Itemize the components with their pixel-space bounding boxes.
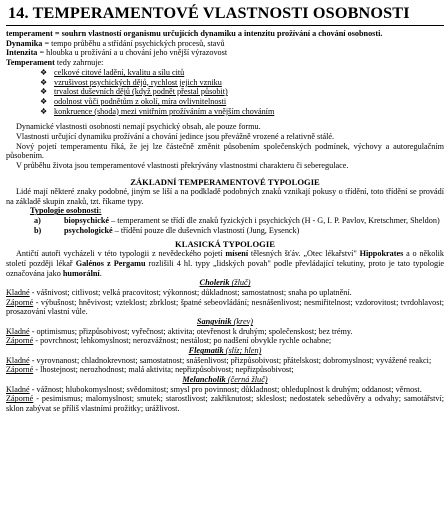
temperament-name: Flegmatik — [188, 346, 224, 356]
diamond-bullet-icon: ❖ — [40, 77, 48, 87]
paragraph: Vlastnosti určující dynamiku prožívání a chování jedince jsou převážně vrozené a relativně stálé. — [16, 132, 335, 142]
list-item — [40, 78, 444, 88]
list-item — [34, 226, 444, 236]
typologie-label-text: Typologie osobnosti: — [30, 206, 102, 216]
list-item-text: trvalost duševních dějů (když podnět přestal působit) — [54, 87, 228, 97]
negative-traits — [6, 394, 444, 413]
typology-list — [34, 216, 444, 235]
list-item-text: odolnost vůči podnětům z okolí, míra ovlivnitelnosti — [54, 96, 227, 106]
list-item — [40, 107, 444, 117]
intenzita-term: Intenzita — [6, 48, 38, 58]
trait-label: Kladné — [6, 355, 30, 365]
list-marker: a) — [34, 215, 41, 225]
intenzita-definition — [6, 48, 444, 58]
dynamika-term: Dynamika — [6, 38, 43, 48]
trait-text: - pesimismus; malomyslnost; smutek; starostlivost; zakřiknutost; skleslost; nedostatek sebedůvěry a odvahy; samotářství; sklon zabývat se příliš vlastními prožitky; urážlivost. — [6, 394, 444, 414]
temperament-heading — [6, 278, 444, 288]
positive-traits — [6, 356, 444, 366]
title-rule — [6, 25, 444, 26]
trait-text: - lhostejnost; nerozhodnost; malá aktivita; nepřizpůsobivost; nepřizpůsobivost; — [33, 365, 294, 375]
text-run: humorální — [62, 268, 100, 278]
text-run: a o několik století později lékař — [6, 249, 444, 269]
temperament-def: = souhrn vlastností organismu určujících dynamiku a intenzitu prožívání a chování osobnosti. — [52, 29, 383, 38]
temperament-name: Sangvinik — [196, 317, 232, 327]
negative-traits — [6, 298, 444, 317]
zahrnuje-rest: tedy zahrnuje: — [54, 58, 104, 68]
temperament-heading — [6, 317, 444, 327]
diamond-bullet-icon: ❖ — [40, 96, 48, 106]
list-item-text: vzrušivost psychických dějů, rychlost jejich vzniku — [54, 77, 222, 87]
temperament-name: Melancholik — [182, 375, 226, 385]
text-run: rozlišili 4 hl. typy „lidských povah" podle převládající tekutiny, proto je tato typologie označována jako — [6, 259, 444, 278]
type-name: psychologické — [64, 225, 113, 235]
dynamika-definition — [6, 39, 444, 49]
trait-text: - vyrovnanost; chladnokrevnost; samostatnost; snášenlivost; přizpůsobivost; přátelskost; dobromyslnost; vyvážené reakci; — [29, 355, 432, 365]
temperament-includes — [6, 58, 444, 68]
temperament-heading — [6, 346, 444, 356]
temperament-name: Cholerik — [199, 278, 230, 288]
document-page — [0, 4, 448, 527]
text-run: Galénos z Pergamu — [75, 259, 146, 269]
list-item — [34, 216, 444, 226]
negative-traits — [6, 336, 444, 346]
list-item-text: celkové citové ladění, kvalitu a sílu citů — [54, 67, 185, 77]
diamond-bullet-icon: ❖ — [40, 87, 48, 97]
positive-traits — [6, 288, 444, 298]
section-text: Lidé mají některé znaky podobné, jiným se liší a na podkladě podobných znaků vznikají pokusy o třídění, toto třídění se provádí na základě skupin znaků, tzt. říkame typy. — [6, 186, 444, 206]
temperament-heading — [6, 375, 444, 385]
paragraph: Nový pojetí temperamentu říká, že jej lze částečně změnit působením společenských podmínek, výchovy a autoregulačním působením. — [6, 141, 444, 161]
diamond-bullet-icon: ❖ — [40, 106, 48, 116]
list-item-text: konkruence (shoda) mezi vnitřním prožíváním a vnějším chováním — [54, 106, 275, 116]
temperament-term: temperament — [6, 29, 53, 38]
trait-text: - povrchnost; lehkomyslnost; nerozvážnost; nestálost; po nadšení obvykle rychle ochabne; — [33, 336, 332, 346]
temperament-fluid: (krev) — [231, 317, 254, 327]
diamond-bullet-icon: ❖ — [40, 67, 48, 77]
text-run: mísení — [225, 249, 249, 259]
typologie-label — [30, 206, 444, 216]
positive-traits — [6, 385, 444, 395]
paragraph: Dynamické vlastnosti osobnosti nemají psychický obsah, ale pouze formu. — [16, 122, 261, 132]
list-marker: b) — [34, 225, 42, 235]
text-run: tělesných šťáv. „Otec lékařství" — [248, 249, 360, 259]
text-run: Antičtí autoři vycházeli v této typologii z nevědeckého pojetí — [16, 249, 226, 259]
list-item — [40, 97, 444, 107]
trait-text: - vážnost; hlubokomyslnost; svědomitost; smysl pro povinnost; důkladnost; ohleduplnost k druhým; oddanost; věrnost. — [29, 384, 422, 394]
trait-label: Záporné — [6, 394, 34, 404]
zahrnuje-term: Temperament — [6, 58, 55, 68]
type-desc: – třídění pouze dle duševních vlastností (Jung, Eysenck) — [112, 225, 300, 235]
temperament-fluid: (černá žluč) — [225, 375, 268, 385]
page-title: 14. TEMPERAMENTOVÉ VLASTNOSTI OSOBNOSTI — [8, 4, 410, 22]
negative-traits — [6, 365, 444, 375]
trait-text: - vášnivost; citlivost; velká pracovitost; výkonnost; důkladnost; samostatnost; snaha po uplatnění. — [29, 288, 352, 298]
trait-label: Záporné — [6, 297, 34, 307]
trait-label: Kladné — [6, 288, 30, 298]
list-item — [40, 87, 444, 97]
trait-label: Kladné — [6, 326, 30, 336]
list-item — [40, 68, 444, 78]
type-name: biopsychické — [64, 215, 110, 225]
text-run: . — [99, 268, 102, 278]
section-heading: ZÁKLADNÍ TEMPERAMENTOVÉ TYPOLOGIE — [130, 176, 320, 187]
positive-traits — [6, 327, 444, 337]
temperament-fluid: (slíz; hlen) — [223, 346, 262, 356]
section-text — [6, 249, 444, 278]
type-desc: – temperament se třídí dle znaků fyzických i psychických (H - G, I. P. Pavlov, Kretschmer, Sheldon) — [109, 215, 440, 225]
intenzita-def: = hloubka u prožívání a u chování jeho vnější výrazovost — [37, 48, 228, 58]
trait-text: - výbušnost; hněvivost; vzteklost; zbrklost; špatné sebeovládání; nesnášenlivost; nesmiřitelnost; vzdorovitost; tvrdohlavost; prosazování vlastní vůle. — [6, 297, 444, 317]
dynamika-def: = tempo průběhu a střídání psychických procesů, stavů — [42, 38, 225, 48]
temperament-definition — [6, 29, 444, 39]
temperament-fluid: (žluč) — [229, 278, 251, 288]
trait-label: Záporné — [6, 336, 34, 346]
trait-label: Kladné — [6, 384, 30, 394]
paragraph: V průběhu života jsou temperamentové vlastnosti překrývány vlastnostmi charakteru či seberegulace. — [16, 161, 349, 171]
section-heading: KLASICKÁ TYPOLOGIE — [175, 239, 275, 250]
trait-text: - optimismus; přizpůsobivost; vyřečnost; aktivita; otevřenost k druhým; společenskost; bez trémy. — [29, 326, 353, 336]
trait-label: Záporné — [6, 365, 34, 375]
temperament-includes-list — [40, 68, 444, 117]
text-run: Hippokrates — [359, 249, 404, 259]
